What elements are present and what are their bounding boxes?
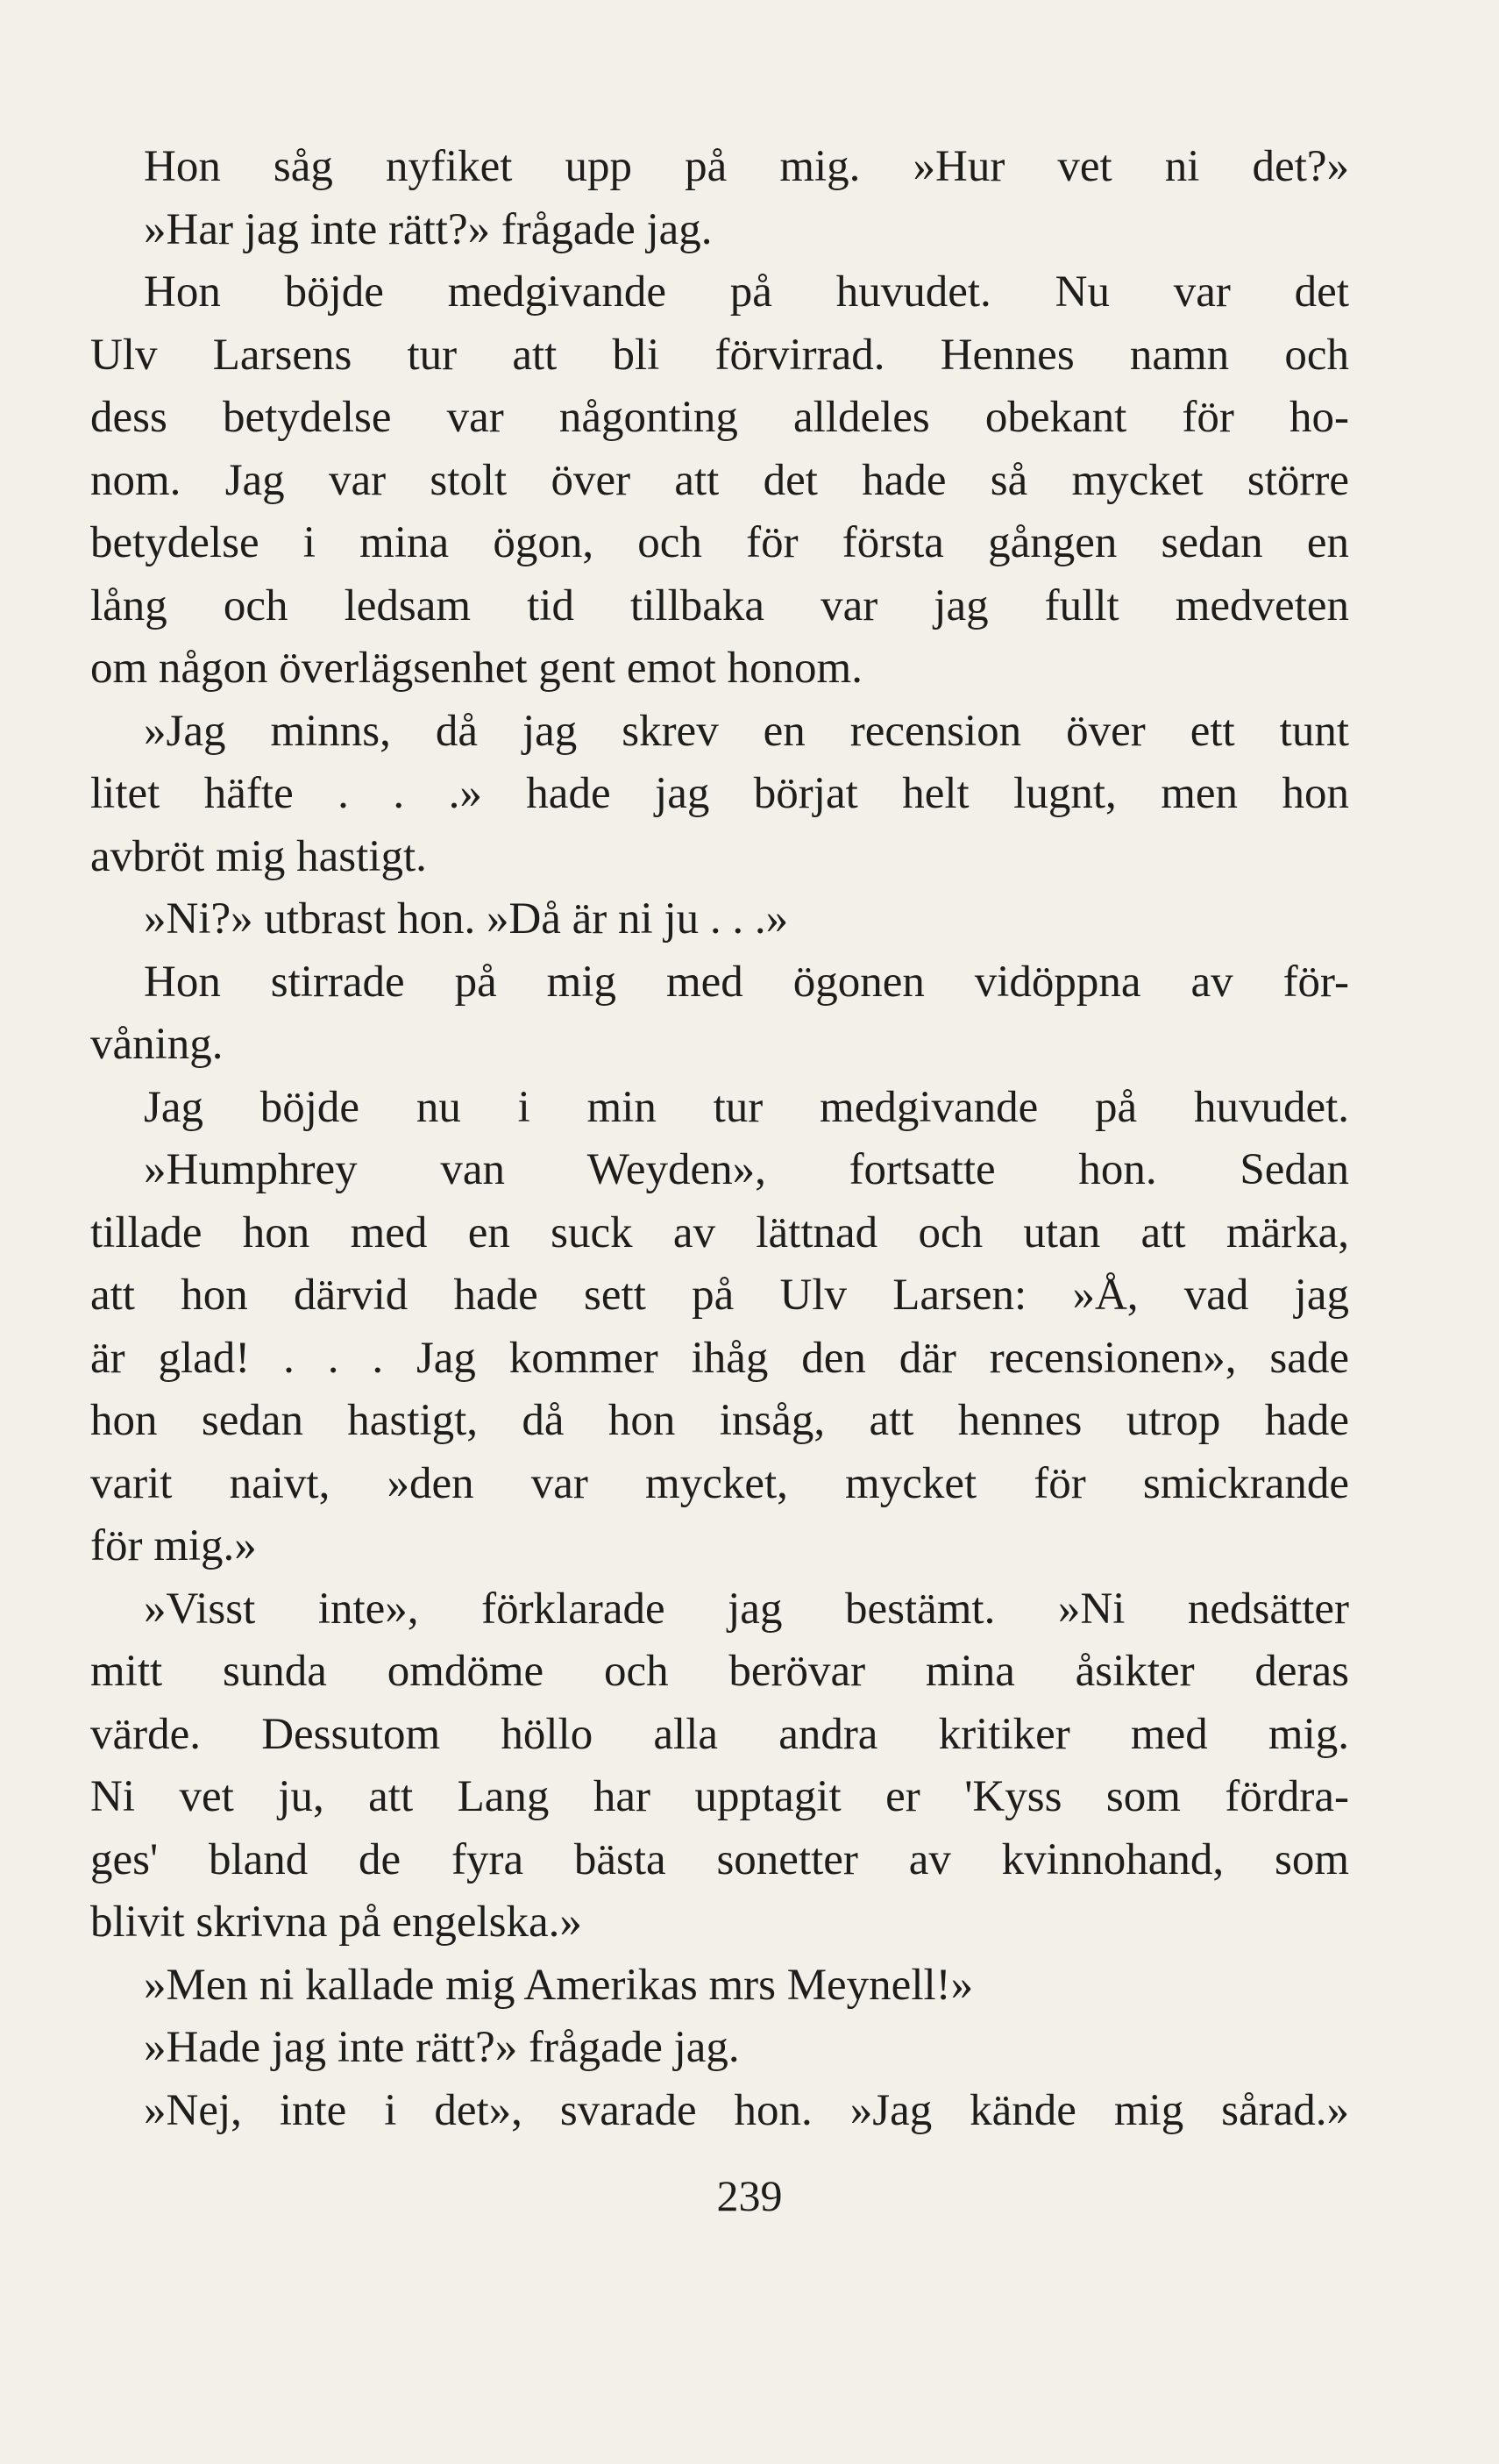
text-line: ges' bland de fyra bästa sonetter av kvinnohand, som <box>90 1834 1349 1884</box>
text-line: »Nej, inte i det», svarade hon. »Jag kände mig sårad.» <box>144 2085 1349 2135</box>
text-line: Hon såg nyfiket upp på mig. »Hur vet ni det?» <box>144 142 1349 191</box>
text-line: är glad! . . . Jag kommer ihåg den där recensionen», sade <box>90 1333 1349 1383</box>
text-line: »Hade jag inte rätt?» frågade jag. <box>144 2023 740 2072</box>
text-line: varit naivt, »den var mycket, mycket för smickrande <box>90 1458 1349 1508</box>
text-line: avbröt mig hastigt. <box>90 831 427 881</box>
text-line: Ni vet ju, att Lang har upptagit er 'Kyss som fördra- <box>90 1772 1349 1821</box>
text-line: Hon böjde medgivande på huvudet. Nu var det <box>144 267 1349 317</box>
text-line: Hon stirrade på mig med ögonen vidöppna av för- <box>144 957 1349 1007</box>
text-line: betydelse i mina ögon, och för första gången sedan en <box>90 518 1349 567</box>
text-line: »Visst inte», förklarade jag bestämt. »Ni nedsätter <box>144 1584 1349 1634</box>
text-line: att hon därvid hade sett på Ulv Larsen: »Å, vad jag <box>90 1271 1349 1320</box>
text-line: dess betydelse var någonting alldeles obekant för ho- <box>90 393 1349 442</box>
text-line: för mig.» <box>90 1521 257 1570</box>
text-line: »Har jag inte rätt?» frågade jag. <box>144 204 713 254</box>
text-line: nom. Jag var stolt över att det hade så mycket större <box>90 455 1349 505</box>
text-line: om någon överlägsenhet gent emot honom. <box>90 644 863 693</box>
text-line: »Men ni kallade mig Amerikas mrs Meynell!» <box>144 1960 974 2010</box>
text-line: lång och ledsam tid tillbaka var jag fullt medveten <box>90 580 1349 630</box>
text-line: värde. Dessutom höllo alla andra kritiker med mig. <box>90 1709 1349 1759</box>
text-line: Ulv Larsens tur att bli förvirrad. Hennes namn och <box>90 330 1349 380</box>
text-line: blivit skrivna på engelska.» <box>90 1898 582 1947</box>
text-line: våning. <box>90 1020 224 1069</box>
text-line: Jag böjde nu i min tur medgivande på huvudet. <box>144 1082 1349 1132</box>
page-number: 239 <box>716 2171 783 2220</box>
text-line: »Jag minns, då jag skrev en recension över ett tunt <box>144 706 1349 756</box>
text-line: »Ni?» utbrast hon. »Då är ni ju . . .» <box>144 894 789 944</box>
text-line: hon sedan hastigt, då hon insåg, att hennes utrop hade <box>90 1396 1349 1445</box>
text-line: litet häfte . . .» hade jag börjat helt lugnt, men hon <box>90 769 1349 818</box>
text-line: tillade hon med en suck av lättnad och utan att märka, <box>90 1207 1349 1257</box>
text-line: »Humphrey van Weyden», fortsatte hon. Sedan <box>144 1145 1349 1194</box>
text-line: mitt sunda omdöme och berövar mina åsikter deras <box>90 1647 1349 1696</box>
body-text <box>90 136 1349 2142</box>
